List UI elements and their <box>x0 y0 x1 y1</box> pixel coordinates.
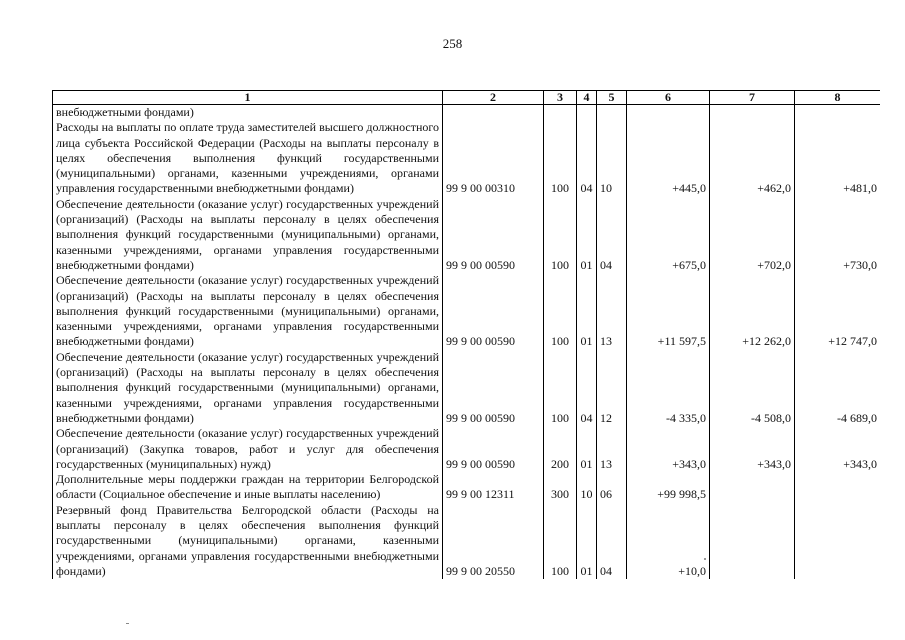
row-value-6 <box>627 105 710 121</box>
row-value-6: -4 335,0 <box>627 350 710 426</box>
row-description: Дополнительные меры поддержки граждан на территории Белгородской области (Социальное обеспечение и иные выплаты населению) <box>53 472 443 503</box>
row-col5: 13 <box>597 426 627 472</box>
table-row <box>53 350 881 426</box>
row-value-6: +10,0 <box>627 503 710 579</box>
row-description: внебюджетными фондами) <box>53 105 443 121</box>
row-col5: 04 <box>597 197 627 273</box>
row-description: Обеспечение деятельности (оказание услуг) государственных учреждений (организаций) (Закупка товаров, работ и услуг для обеспечения государственных (муниципальных) нужд) <box>53 426 443 472</box>
row-col4: 01 <box>577 273 597 349</box>
row-value-6: +99 998,5 <box>627 472 710 503</box>
row-col3 <box>544 105 577 121</box>
table-row <box>53 273 881 349</box>
row-description: Обеспечение деятельности (оказание услуг) государственных учреждений (организаций) (Расходы на выплаты персоналу в целях обеспечения выполнения функций государственными (муниципальными) органами, казенными учреждениями, органами управления государственными внебюджетными фондами) <box>53 350 443 426</box>
scan-speck <box>126 623 129 624</box>
row-value-6: +445,0 <box>627 120 710 196</box>
row-value-8 <box>795 105 881 121</box>
table-row <box>53 120 881 196</box>
row-value-8: -4 689,0 <box>795 350 881 426</box>
column-header-1: 1 <box>53 91 443 105</box>
page-number: 258 <box>442 36 463 51</box>
row-col4: 01 <box>577 197 597 273</box>
row-col3: 100 <box>544 273 577 349</box>
row-value-7: -4 508,0 <box>710 350 795 426</box>
row-code: 99 9 00 12311 <box>443 472 544 503</box>
row-code: 99 9 00 00310 <box>443 120 544 196</box>
row-col5: 10 <box>597 120 627 196</box>
row-description: Резервный фонд Правительства Белгородской области (Расходы на выплаты персоналу в целях обеспечения выполнения функций государственными (муниципальными) органами, казенными учреждениями, органами управления государственными внебюджетными фондами) <box>53 503 443 579</box>
row-col4: 01 <box>577 426 597 472</box>
column-header-3: 3 <box>544 91 577 105</box>
row-code <box>443 105 544 121</box>
row-col3: 100 <box>544 120 577 196</box>
row-value-8 <box>795 472 881 503</box>
row-description: Расходы на выплаты по оплате труда заместителей высшего должностного лица субъекта Российской Федерации (Расходы на выплаты персоналу в целях обеспечения выполнения функций государственными (муниципальными) органами, казенными учреждениями, органами управления государственными внебюджетными фондами) <box>53 120 443 196</box>
row-col5 <box>597 105 627 121</box>
row-value-7 <box>710 105 795 121</box>
row-col5: 04 <box>597 503 627 579</box>
row-col5: 12 <box>597 350 627 426</box>
row-value-7: +12 262,0 <box>710 273 795 349</box>
column-header-7: 7 <box>710 91 795 105</box>
row-code: 99 9 00 20550 <box>443 503 544 579</box>
row-value-7 <box>710 503 795 579</box>
row-col3: 100 <box>544 350 577 426</box>
row-value-7: +702,0 <box>710 197 795 273</box>
row-col4: 04 <box>577 120 597 196</box>
scan-speck <box>704 558 706 560</box>
row-col4: 10 <box>577 472 597 503</box>
row-value-6: +675,0 <box>627 197 710 273</box>
column-header-5: 5 <box>597 91 627 105</box>
row-col4 <box>577 105 597 121</box>
row-col4: 01 <box>577 503 597 579</box>
row-col3: 200 <box>544 426 577 472</box>
row-code: 99 9 00 00590 <box>443 350 544 426</box>
table-row <box>53 472 881 503</box>
row-code: 99 9 00 00590 <box>443 273 544 349</box>
row-description: Обеспечение деятельности (оказание услуг) государственных учреждений (организаций) (Расходы на выплаты персоналу в целях обеспечения выполнения функций государственными (муниципальными) органами, казенными учреждениями, органами управления государственными внебюджетными фондами) <box>53 273 443 349</box>
row-code: 99 9 00 00590 <box>443 197 544 273</box>
row-value-8: +730,0 <box>795 197 881 273</box>
budget-table <box>52 90 880 579</box>
row-value-8: +12 747,0 <box>795 273 881 349</box>
row-description: Обеспечение деятельности (оказание услуг) государственных учреждений (организаций) (Расходы на выплаты персоналу в целях обеспечения выполнения функций государственными (муниципальными) органами, казенными учреждениями, органами управления государственными внебюджетными фондами) <box>53 197 443 273</box>
row-value-7: +343,0 <box>710 426 795 472</box>
column-header-6: 6 <box>627 91 710 105</box>
row-value-8: +343,0 <box>795 426 881 472</box>
table-row <box>53 197 881 273</box>
row-col5: 06 <box>597 472 627 503</box>
row-value-8: +481,0 <box>795 120 881 196</box>
table-row <box>53 105 881 121</box>
row-value-8 <box>795 503 881 579</box>
row-col3: 100 <box>544 197 577 273</box>
table-row <box>53 426 881 472</box>
table-row <box>53 503 881 579</box>
column-header-4: 4 <box>577 91 597 105</box>
budget-table-frame <box>52 90 880 600</box>
row-col4: 04 <box>577 350 597 426</box>
row-col3: 300 <box>544 472 577 503</box>
column-header-8: 8 <box>795 91 881 105</box>
table-header-row <box>53 91 881 105</box>
row-code: 99 9 00 00590 <box>443 426 544 472</box>
row-col5: 13 <box>597 273 627 349</box>
row-value-6: +11 597,5 <box>627 273 710 349</box>
row-value-7: +462,0 <box>710 120 795 196</box>
column-header-2: 2 <box>443 91 544 105</box>
row-value-6: +343,0 <box>627 426 710 472</box>
row-col3: 100 <box>544 503 577 579</box>
row-value-7 <box>710 472 795 503</box>
